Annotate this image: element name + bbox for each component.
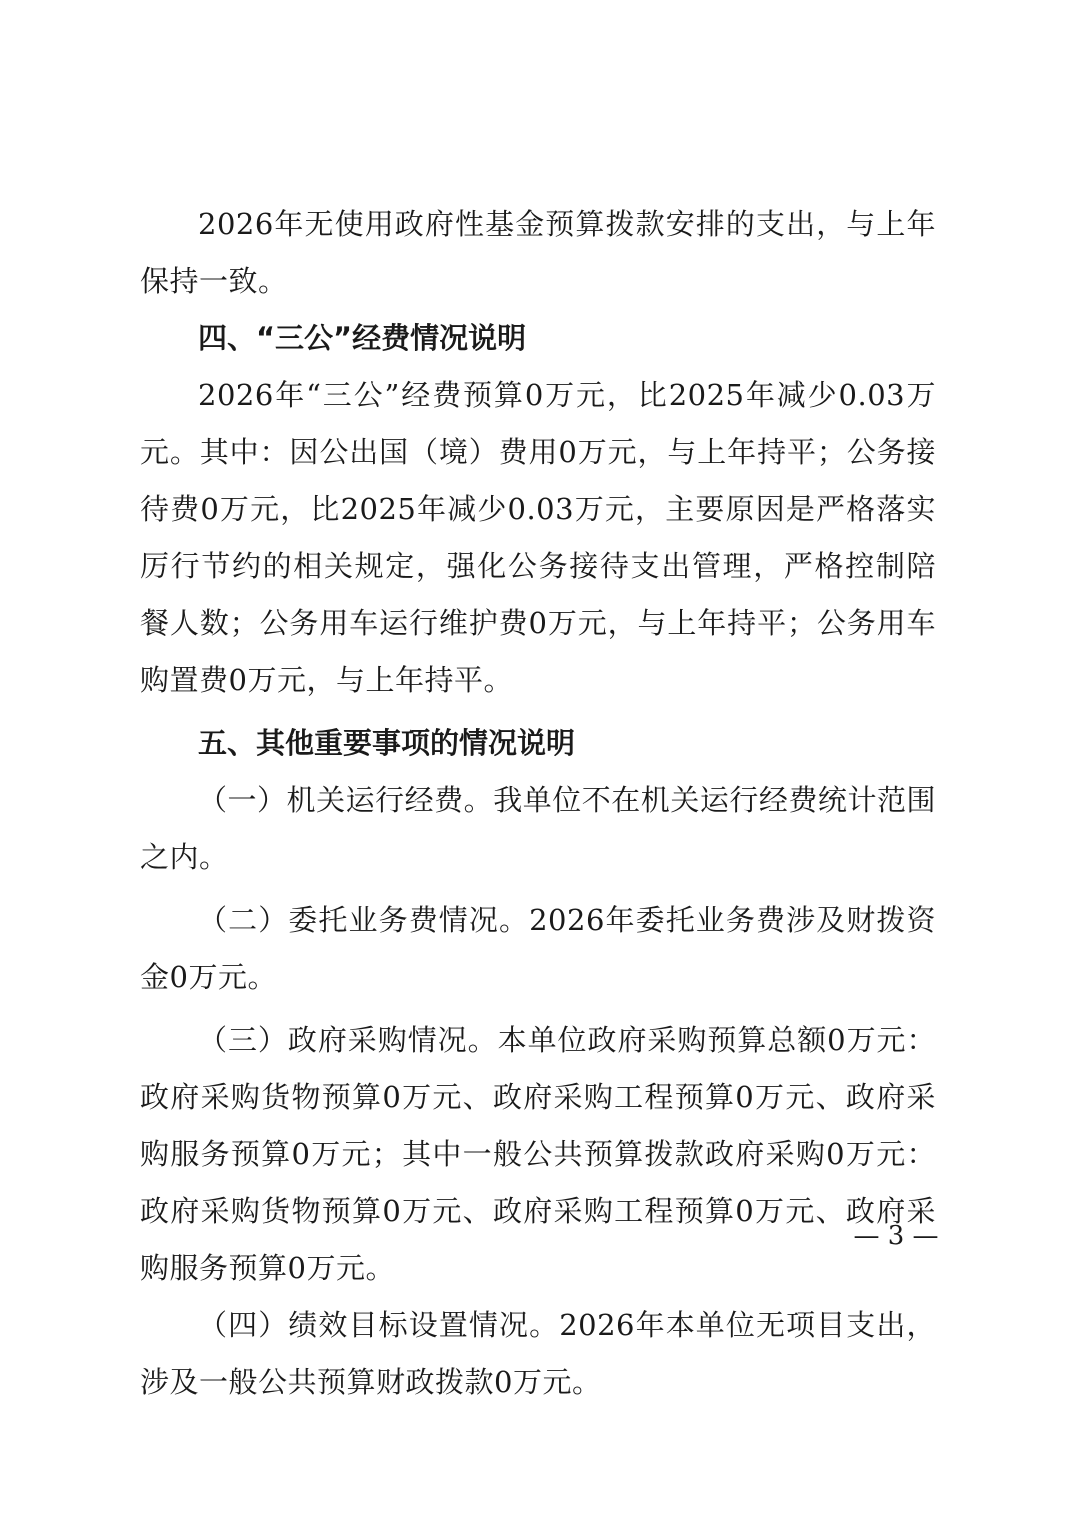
document-body	[140, 196, 936, 1411]
paragraph-government-procurement: （三）政府采购情况。本单位政府采购预算总额0万元：政府采购货物预算0万元、政府采购工程预算0万元、政府采购服务预算0万元；其中一般公共预算拨款政府采购0万元：政府采购货物预算0万元、政府采购工程预算0万元、政府采购服务预算0万元。	[140, 1023, 936, 1285]
paragraph-three-public-expenses: 2026年“三公”经费预算0万元，比2025年减少0.03万元。其中：因公出国（境）费用0万元，与上年持平；公务接待费0万元，比2025年减少0.03万元，主要原因是严格落实厉行节约的相关规定，强化公务接待支出管理，严格控制陪餐人数；公务用车运行维护费0万元，与上年持平；公务用车购置费0万元，与上年持平。	[140, 378, 936, 697]
paragraph-performance-targets: （四）绩效目标设置情况。2026年本单位无项目支出，涉及一般公共预算财政拨款0万元。	[140, 1308, 936, 1399]
paragraph-operating-expenses: （一）机关运行经费。我单位不在机关运行经费统计范围之内。	[140, 783, 936, 874]
section-heading-other-matters: 五、其他重要事项的情况说明	[198, 726, 576, 760]
paragraph-government-fund: 2026年无使用政府性基金预算拨款安排的支出，与上年保持一致。	[140, 207, 936, 298]
page-number: — 3 —	[853, 1221, 939, 1251]
section-heading-three-public: 四、“三公”经费情况说明	[198, 321, 527, 355]
paragraph-entrusted-business: （二）委托业务费情况。2026年委托业务费涉及财拨资金0万元。	[140, 903, 936, 994]
